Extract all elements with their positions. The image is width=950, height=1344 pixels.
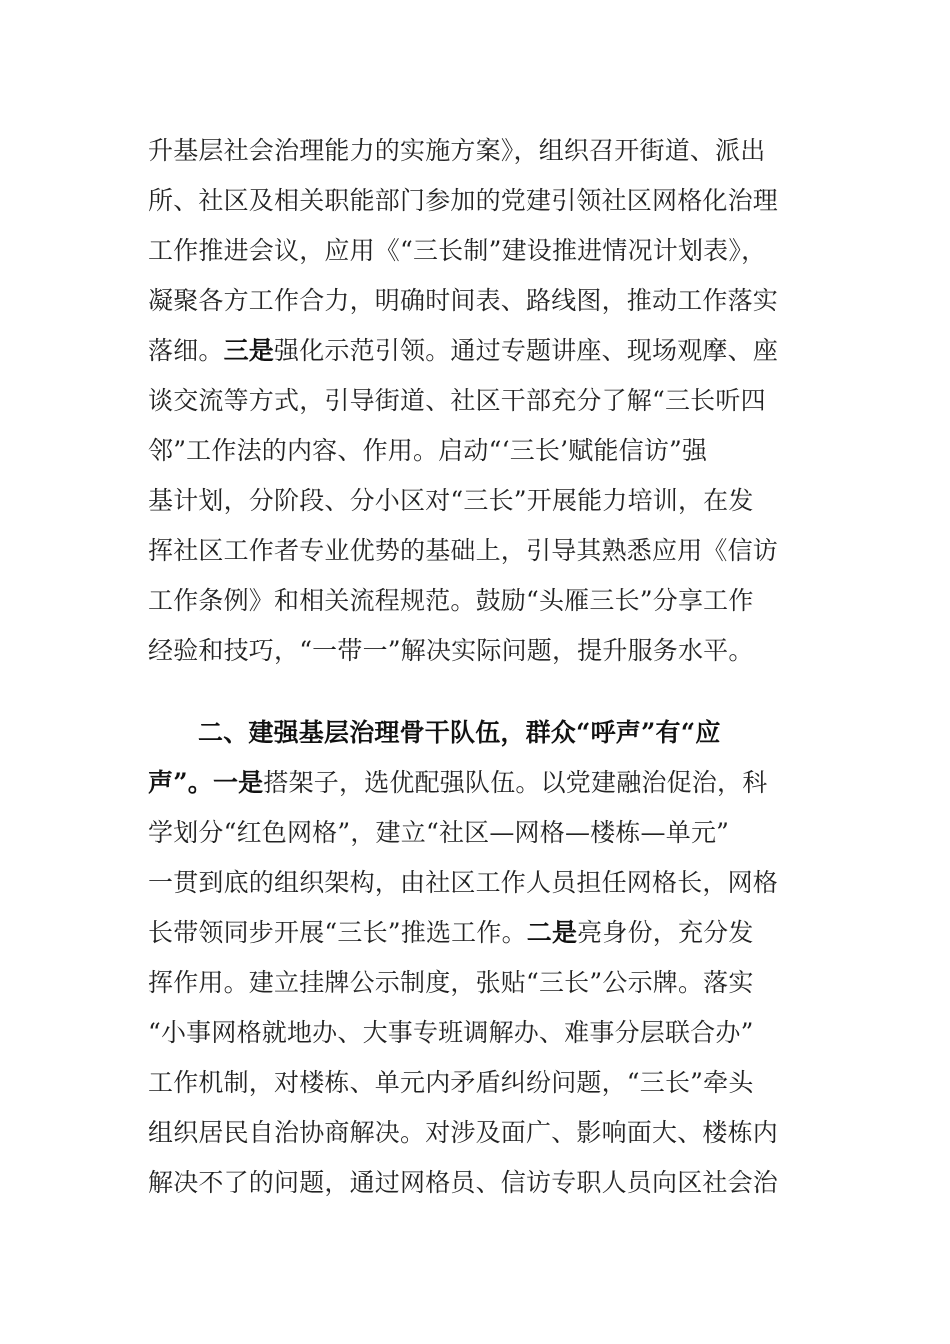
text-line: 学划分“红色网格”，建立“社区—网格—楼栋—单元”	[148, 818, 730, 847]
text-line: 工作推进会议，应用《“三长制”建设推进情况计划表》，	[148, 236, 767, 265]
section-heading: 二、建强基层治理骨干队伍，群众“呼声”有“应	[198, 718, 721, 747]
bold-lead: 二是	[526, 918, 578, 947]
text-line: 工作条例》和相关流程规范。鼓励“头雁三长”分享工作	[148, 586, 754, 615]
text-line: 工作机制，对楼栋、单元内矛盾纠纷问题，“三长”牵头	[148, 1068, 754, 1097]
paragraph-2	[148, 708, 828, 1208]
text-line: 组织居民自治协商解决。对涉及面广、影响面大、楼栋内	[148, 1118, 779, 1147]
text-line: 解决不了的问题，通过网格员、信访专职人员向区社会治	[148, 1168, 779, 1197]
bold-lead: 三是	[223, 336, 275, 365]
paragraph-1	[148, 126, 828, 676]
text-line: 挥作用。建立挂牌公示制度，张贴“三长”公示牌。落实	[148, 968, 754, 997]
text-line: 长带领同步开展“三长”推选工作。二是亮身份，充分发	[148, 918, 754, 947]
text-line: 挥社区工作者专业优势的基础上，引导其熟悉应用《信访	[148, 536, 779, 565]
bold-lead: 声”。一是	[148, 768, 264, 797]
text-line: 基计划，分阶段、分小区对“三长”开展能力培训，在发	[148, 486, 754, 515]
text-line: 经验和技巧，“一带一”解决实际问题，提升服务水平。	[148, 636, 754, 665]
text-line: 一贯到底的组织架构，由社区工作人员担任网格长，网格	[148, 868, 779, 897]
text-line: 落细。三是强化示范引领。通过专题讲座、现场观摩、座	[148, 336, 779, 365]
text-line: 凝聚各方工作合力，明确时间表、路线图，推动工作落实	[148, 286, 779, 315]
text-line: 谈交流等方式，引导街道、社区干部充分了解“三长听四	[148, 386, 766, 415]
text-line: 邻”工作法的内容、作用。启动“‘三长’赋能信访”强	[148, 436, 708, 465]
text-line: 声”。一是搭架子，选优配强队伍。以党建融治促治，科	[148, 768, 768, 797]
text-line: 所、社区及相关职能部门参加的党建引领社区网格化治理	[148, 186, 779, 215]
text-line: “小事网格就地办、大事专班调解办、难事分层联合办”	[148, 1018, 754, 1047]
text-line: 升基层社会治理能力的实施方案》，组织召开街道、派出	[148, 136, 766, 165]
